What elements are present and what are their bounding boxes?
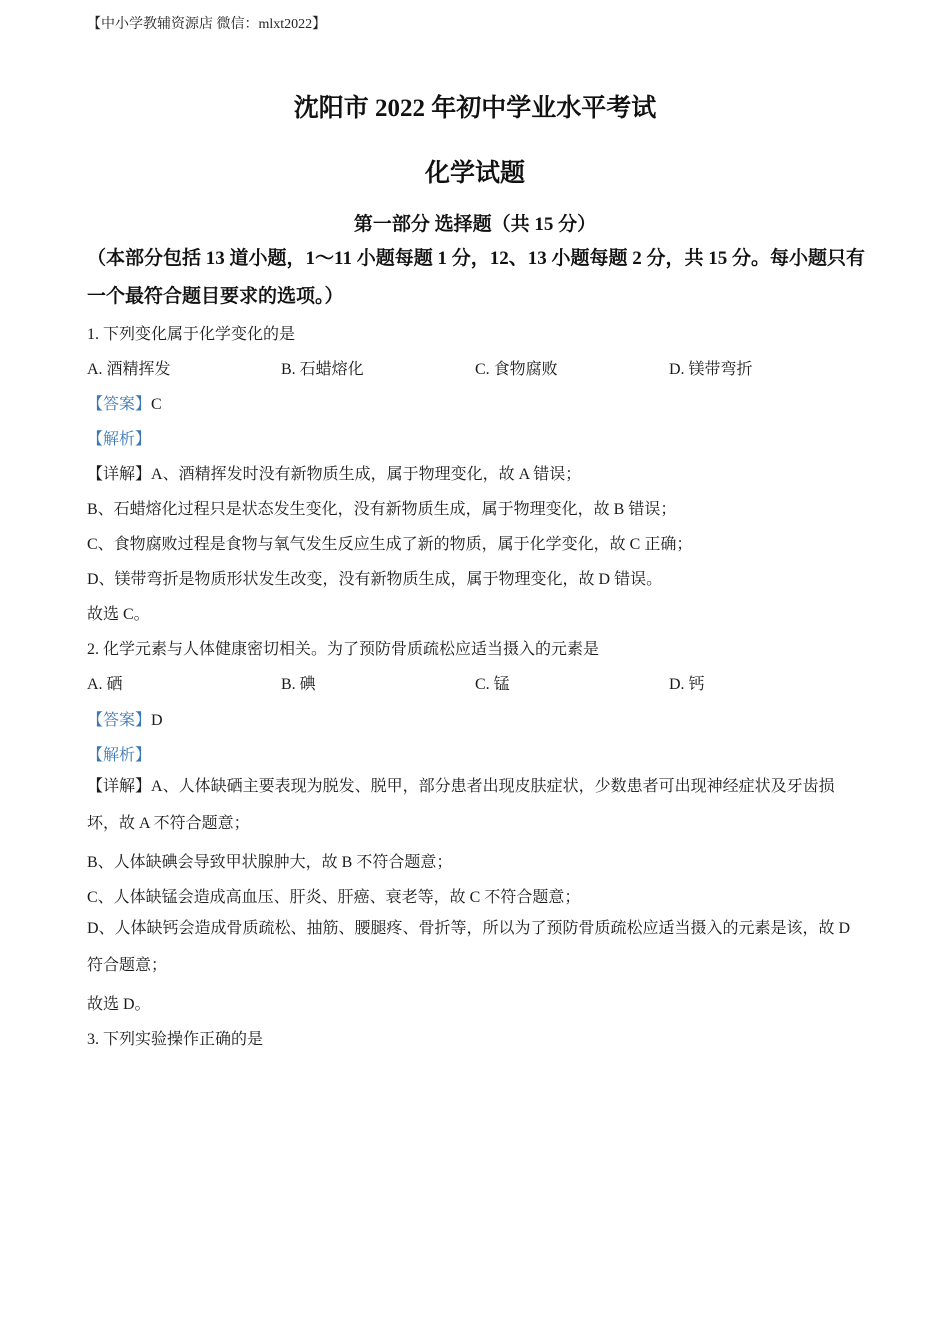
q1-detail-d: D、镁带弯折是物质形状发生改变，没有新物质生成，属于物理变化，故 D 错误。 (87, 571, 663, 588)
detail-label: 【详解】 (87, 466, 152, 483)
exam-subtitle: 化学试题 (424, 160, 525, 187)
header-note: 【中小学教辅资源店 微信：mlxt2022】 (87, 17, 327, 32)
answer-label: 【答案】 (87, 712, 152, 729)
q1-answer-line (87, 391, 162, 414)
q1-stem: 1. 下列变化属于化学变化的是 (87, 326, 296, 343)
q2-detail-c: C、人体缺锰会造成高血压、肝炎、肝癌、衰老等，故 C 不符合题意； (87, 889, 581, 906)
q1-analysis-label: 【解析】 (87, 431, 152, 448)
q1-option-c: C. 食物腐败 (475, 361, 558, 378)
part-title: 第一部分 选择题（共 15 分） (353, 214, 597, 235)
q2-option-c: C. 锰 (475, 676, 510, 693)
q1-answer: C (151, 396, 162, 413)
q1-option-d: D. 镁带弯折 (669, 361, 753, 378)
answer-label: 【答案】 (87, 396, 152, 413)
q2-analysis-label: 【解析】 (87, 747, 152, 764)
q1-conclusion: 故选 C。 (87, 606, 150, 623)
q1-option-b: B. 石蜡熔化 (281, 361, 364, 378)
q2-conclusion: 故选 D。 (87, 996, 151, 1013)
q2-detail-a (87, 768, 857, 842)
q2-stem: 2. 化学元素与人体健康密切相关。为了预防骨质疏松应适当摄入的元素是 (87, 641, 600, 658)
q1-detail-a-text: A、酒精挥发时没有新物质生成，属于物理变化，故 A 错误； (151, 466, 582, 483)
q2-option-b: B. 碘 (281, 676, 316, 693)
q1-detail-b: B、石蜡熔化过程只是状态发生变化，没有新物质生成，属于物理变化，故 B 错误； (87, 501, 677, 518)
q1-detail-c: C、食物腐败过程是食物与氧气发生反应生成了新的物质，属于化学变化，故 C 正确； (87, 536, 693, 553)
detail-label: 【详解】 (87, 778, 152, 795)
part-intro: （本部分包括 13 道小题，1～11 小题每题 1 分，12、13 小题每题 2 分，共 15 分。每小题只有一个最符合题目要求的选项。） (87, 248, 865, 307)
q2-detail-a-text: A、人体缺硒主要表现为脱发、脱甲，部分患者出现皮肤症状，少数患者可出现神经症状及牙齿损坏，故 A 不符合题意； (87, 778, 835, 832)
q2-option-a: A. 硒 (87, 676, 123, 693)
q2-option-d: D. 钙 (669, 676, 705, 693)
q1-detail-a (87, 461, 581, 484)
q2-detail-d: D、人体缺钙会造成骨质疏松、抽筋、腰腿疼、骨折等，所以为了预防骨质疏松应适当摄入的元素是该，故 D 符合题意； (87, 920, 851, 974)
q2-answer-line (87, 707, 163, 730)
exam-title: 沈阳市 2022 年初中学业水平考试 (293, 95, 657, 122)
q2-answer: D (151, 712, 163, 729)
q3-stem: 3. 下列实验操作正确的是 (87, 1031, 264, 1048)
q2-detail-b: B、人体缺碘会导致甲状腺肿大，故 B 不符合题意； (87, 854, 453, 871)
q1-option-a: A. 酒精挥发 (87, 361, 171, 378)
